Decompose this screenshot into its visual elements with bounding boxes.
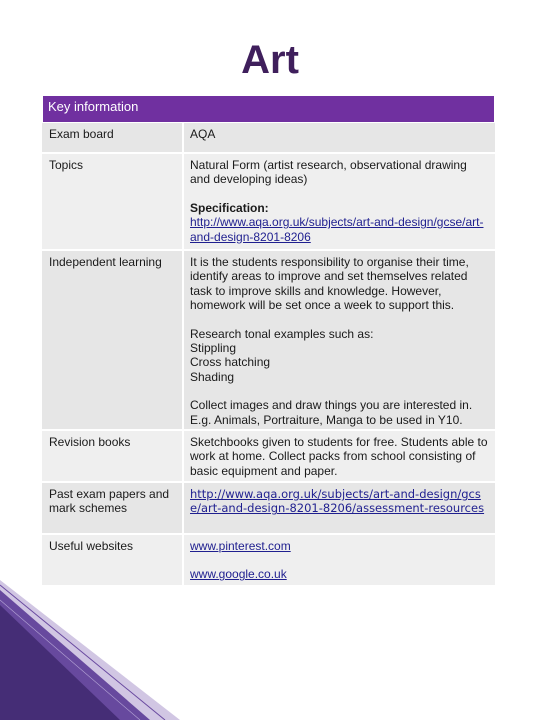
list-item: Shading xyxy=(190,369,235,384)
table-header: Key information xyxy=(42,95,495,123)
pinterest-link[interactable]: www.pinterest.com xyxy=(190,539,291,553)
row-label: Independent learning xyxy=(42,251,184,429)
specification-label: Specification: xyxy=(190,200,269,215)
row-value: AQA xyxy=(190,127,216,141)
past-papers-link[interactable]: http://www.aqa.org.uk/subjects/art-and-design/gcse/art-and-design-8201-8206/assessment-resources xyxy=(190,487,485,516)
collect-images-text: Collect images and draw things you are interested in. E.g. Animals, Portraiture, Manga to be used in Y10. xyxy=(190,398,473,427)
row-value xyxy=(184,535,495,585)
row-value xyxy=(184,483,495,533)
google-link[interactable]: www.google.co.uk xyxy=(190,567,287,582)
row-label: Past exam papers and mark schemes xyxy=(42,483,184,533)
row-label: Exam board xyxy=(42,123,184,152)
table-row xyxy=(42,431,495,483)
list-item: Stippling xyxy=(190,341,237,356)
row-label: Topics xyxy=(42,154,184,249)
specification-link[interactable]: http://www.aqa.org.uk/subjects/art-and-design/gcse/art-and-design-8201-8206 xyxy=(190,215,484,244)
tonal-examples-intro: Research tonal examples such as: xyxy=(190,326,374,341)
tonal-examples-list xyxy=(190,327,490,385)
row-label: Useful websites xyxy=(42,535,184,585)
table-row xyxy=(42,123,495,154)
table-row xyxy=(42,154,495,251)
row-label: Revision books xyxy=(42,431,184,481)
row-value: Sketchbooks given to students for free. Students able to work at home. Collect packs from school consisting of basic equipment and paper. xyxy=(190,435,488,478)
list-item: Cross hatching xyxy=(190,355,271,370)
row-value xyxy=(184,154,495,249)
independent-learning-text: It is the students responsibility to organise their time, identify areas to improve and set themselves related task to improve skills and knowledge. However, homework will be set once a week to support this. xyxy=(190,255,469,313)
table-row xyxy=(42,251,495,431)
table-row xyxy=(42,483,495,535)
key-information-table xyxy=(42,95,495,587)
topics-text: Natural Form (artist research, observational drawing and developing ideas) xyxy=(190,158,467,187)
page-title: Art xyxy=(241,38,299,82)
row-value xyxy=(184,251,495,429)
corner-decoration xyxy=(0,580,300,720)
